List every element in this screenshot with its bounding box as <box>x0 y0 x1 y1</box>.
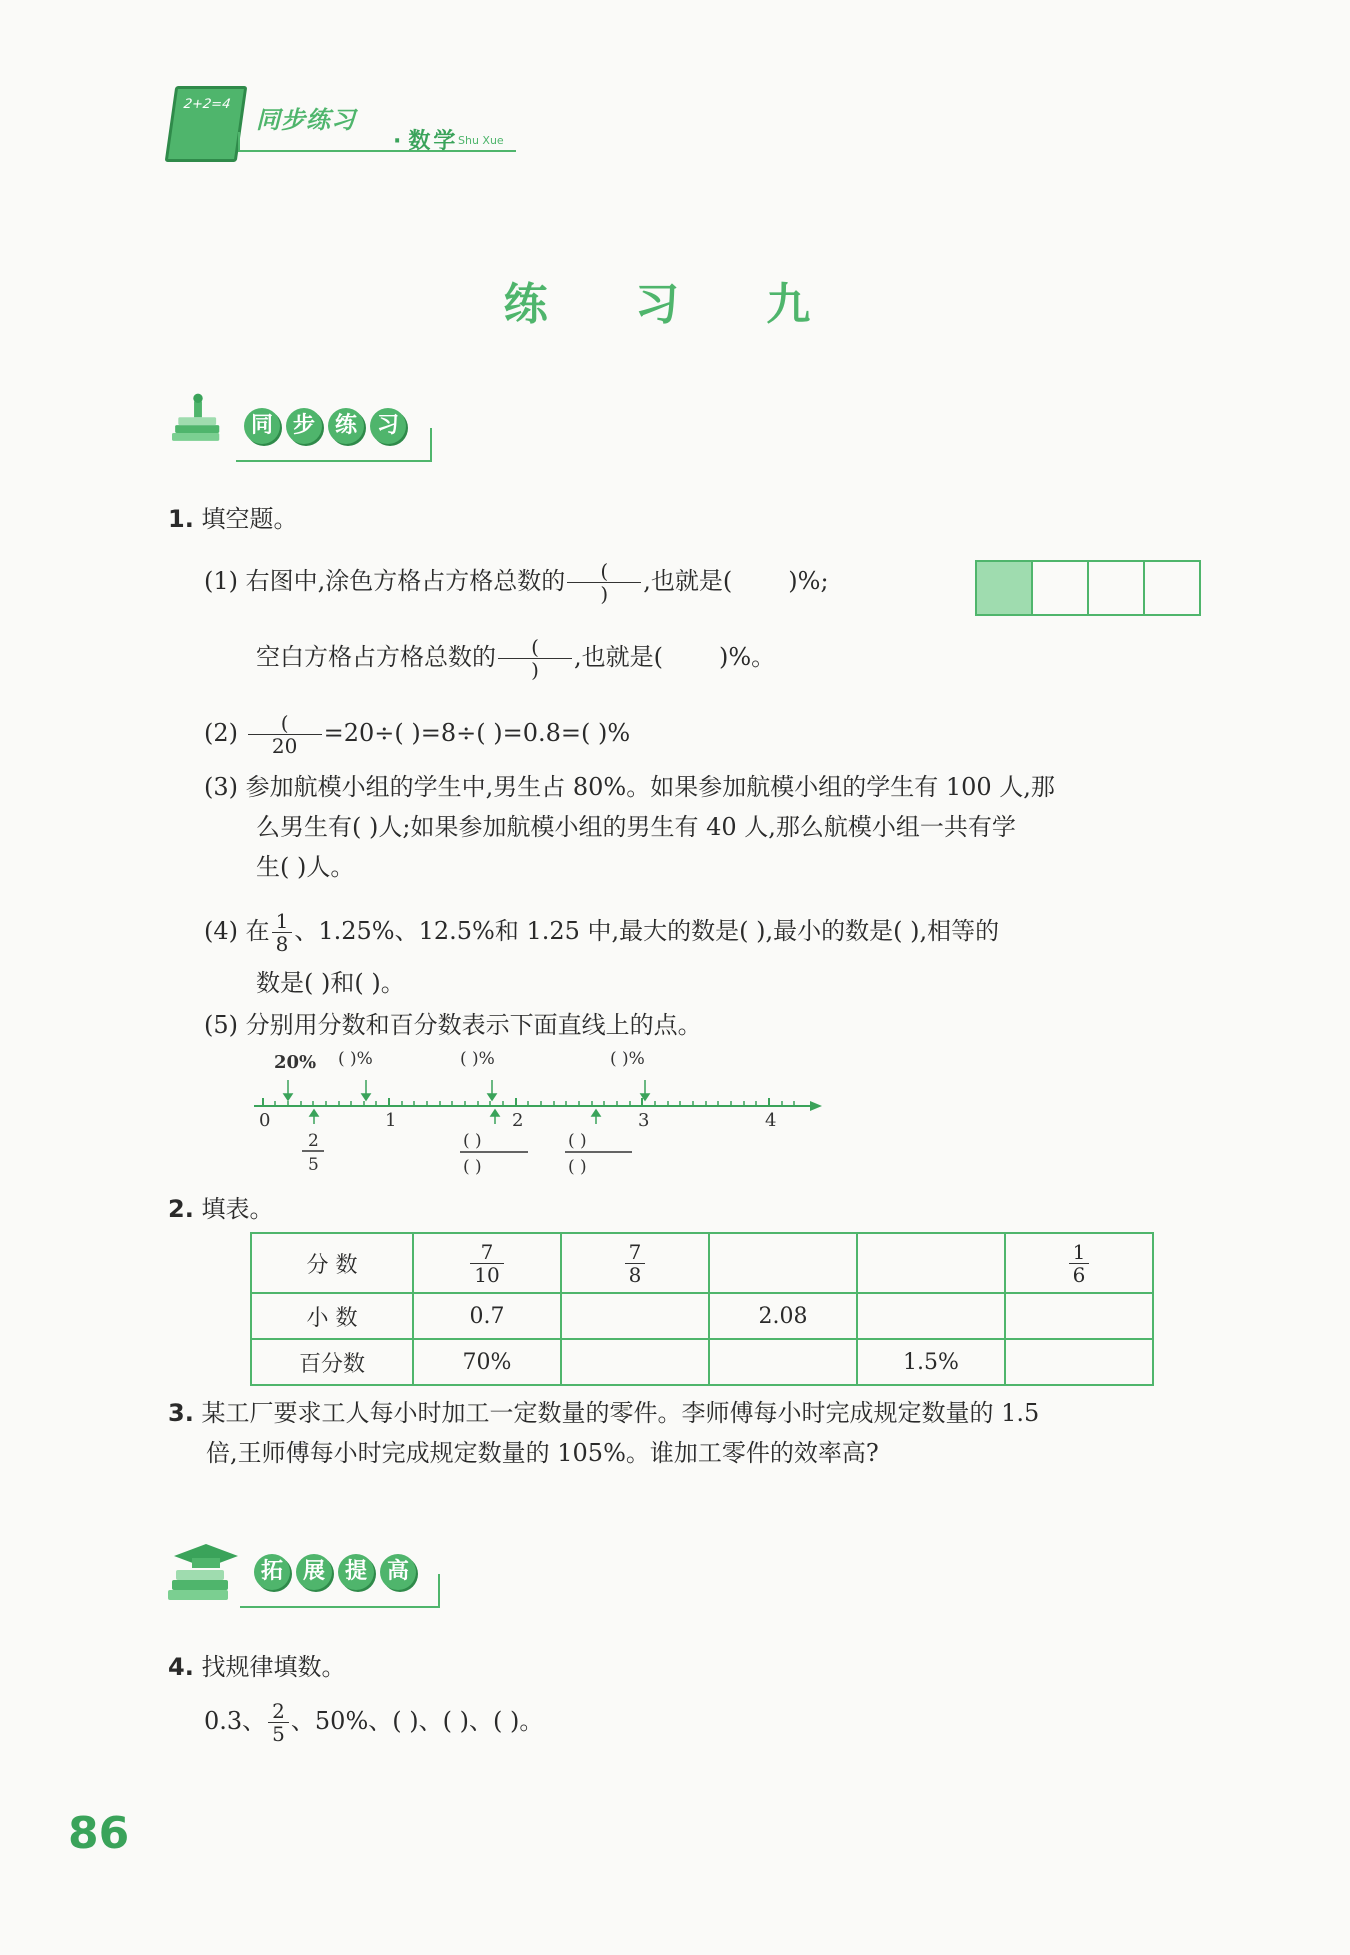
blank-frac-num-1: ( ) <box>463 1131 482 1151</box>
table-row-percent <box>251 1339 1153 1385</box>
grid-cell-shaded <box>977 562 1033 614</box>
question-1-part-3: (3) 参加航模小组的学生中,男生占 80%。如果参加航模小组的学生有 100 人,那 <box>204 773 1055 801</box>
question-1-part-1-line-2: 空白方格占方格总数的 $\frac{(}{)}$ ,也就是( )%。 <box>256 635 776 682</box>
subject-label: · 数学 <box>393 129 459 154</box>
table-cell: $\frac{1}{6}$ <box>1005 1233 1153 1293</box>
table-cell: $\frac{7}{8}$ <box>561 1233 709 1293</box>
row-header: 小 数 <box>251 1293 413 1339</box>
banner-char: 提 <box>338 1554 374 1590</box>
chalkboard-logo-icon <box>165 86 248 162</box>
banner-char: 习 <box>370 408 406 444</box>
question-3-line-2: 倍,王师傅每小时完成规定数量的 105%。谁加工零件的效率高? <box>206 1439 879 1467</box>
chalkboard-text: 2+2=4 <box>182 97 232 112</box>
question-2-title: 2. 填表。 <box>168 1195 274 1223</box>
table-cell-blank[interactable] <box>857 1293 1005 1339</box>
blank-frac-num-2: ( ) <box>568 1131 587 1151</box>
grid-cell <box>1089 562 1145 614</box>
row-header: 分 数 <box>251 1233 413 1293</box>
bottom-frac-num: 2 <box>308 1131 319 1151</box>
question-1-part-1: (1) 右图中,涂色方格占方格总数的 $\frac{(}{)}$ ,也就是( )%; <box>204 559 829 606</box>
table-cell-blank[interactable] <box>709 1233 857 1293</box>
top-label-blank-1: ( )% <box>338 1049 373 1069</box>
section-banner-extend <box>254 1554 422 1590</box>
banner-rule <box>240 1606 440 1608</box>
tick-3: 3 <box>638 1110 650 1131</box>
blank-fraction[interactable]: $\frac{(}{20}$ <box>248 712 322 757</box>
banner-char: 练 <box>328 408 364 444</box>
question-1-title: 1. 填空题。 <box>168 505 298 533</box>
banner-rule <box>236 460 432 462</box>
header-rule-vertical <box>238 132 240 152</box>
banner-rule-vertical <box>438 1574 440 1608</box>
header-rule <box>238 150 516 152</box>
banner-char: 展 <box>296 1554 332 1590</box>
banner-char: 步 <box>286 408 322 444</box>
table-cell: 1.5% <box>857 1339 1005 1385</box>
table-cell-blank[interactable] <box>561 1293 709 1339</box>
banner-char: 同 <box>244 408 280 444</box>
table-cell: 2.08 <box>709 1293 857 1339</box>
top-label-blank-3: ( )% <box>610 1049 645 1069</box>
subject-pinyin: Shu Xue <box>458 134 504 147</box>
banner-char: 拓 <box>254 1554 290 1590</box>
tick-0: 0 <box>259 1110 271 1131</box>
books-graduation-cap-icon <box>166 1538 240 1608</box>
question-1-part-2: (2) $\frac{(}{20}$ =20÷( )=8÷( )=0.8=( )% <box>204 711 631 758</box>
question-1-part-4: (4) 在 $\frac{1}{8}$ 、1.25%、12.5%和 1.25 中,最大的数是( ),最小的数是( ),相等的 <box>204 909 1000 956</box>
question-1-part-3-line-3: 生( )人。 <box>256 853 355 881</box>
table-cell-blank[interactable] <box>561 1339 709 1385</box>
question-4-sequence: 0.3、 $\frac{2}{5}$ 、50%、( )、( )、( )。 <box>204 1699 544 1746</box>
table-cell: 70% <box>413 1339 561 1385</box>
banner-char: 高 <box>380 1554 416 1590</box>
bottom-frac-den: 5 <box>308 1155 319 1175</box>
question-1-part-4-line-2: 数是( )和( )。 <box>256 969 405 997</box>
book-series-title: 同步练习 <box>256 106 356 134</box>
question-1-part-5: (5) 分别用分数和百分数表示下面直线上的点。 <box>204 1011 702 1039</box>
table-cell-blank[interactable] <box>1005 1293 1153 1339</box>
page-number: 86 <box>68 1808 130 1859</box>
grid-cell <box>1145 562 1199 614</box>
number-line <box>250 1046 830 1190</box>
tick-4: 4 <box>765 1110 777 1131</box>
table-row-decimal <box>251 1293 1153 1339</box>
table-cell: $\frac{7}{10}$ <box>413 1233 561 1293</box>
blank-fraction[interactable]: $\frac{(}{)}$ <box>567 560 641 605</box>
row-header: 百分数 <box>251 1339 413 1385</box>
table-cell: 0.7 <box>413 1293 561 1339</box>
tick-2: 2 <box>512 1110 524 1131</box>
banner-rule-vertical <box>430 428 432 462</box>
section-banner-sync <box>244 408 412 444</box>
table-row-fraction <box>251 1233 1153 1293</box>
blank-frac-den-2: ( ) <box>568 1157 587 1177</box>
grid-cell <box>1033 562 1089 614</box>
blank-frac-den-1: ( ) <box>463 1157 482 1177</box>
table-cell-blank[interactable] <box>709 1339 857 1385</box>
table-cell-blank[interactable] <box>857 1233 1005 1293</box>
fraction-one-eighth: $\frac{1}{8}$ <box>272 910 293 955</box>
blank-fraction[interactable]: $\frac{(}{)}$ <box>498 636 572 681</box>
question-3: 3. 某工厂要求工人每小时加工一定数量的零件。李师傅每小时完成规定数量的 1.5 <box>168 1399 1040 1427</box>
question-4-title: 4. 找规律填数。 <box>168 1653 346 1681</box>
fraction-two-fifths: $\frac{2}{5}$ <box>268 1700 289 1745</box>
top-label-20pct: 20% <box>274 1052 317 1073</box>
conversion-table <box>250 1232 1154 1386</box>
table-cell-blank[interactable] <box>1005 1339 1153 1385</box>
shaded-grid <box>975 560 1201 616</box>
books-lamp-icon <box>166 392 230 448</box>
top-label-blank-2: ( )% <box>460 1049 495 1069</box>
tick-1: 1 <box>385 1110 397 1131</box>
page-title: 练 习 九 <box>503 279 847 330</box>
question-1-part-3-line-2: 么男生有( )人;如果参加航模小组的男生有 40 人,那么航模小组一共有学 <box>256 813 1016 841</box>
